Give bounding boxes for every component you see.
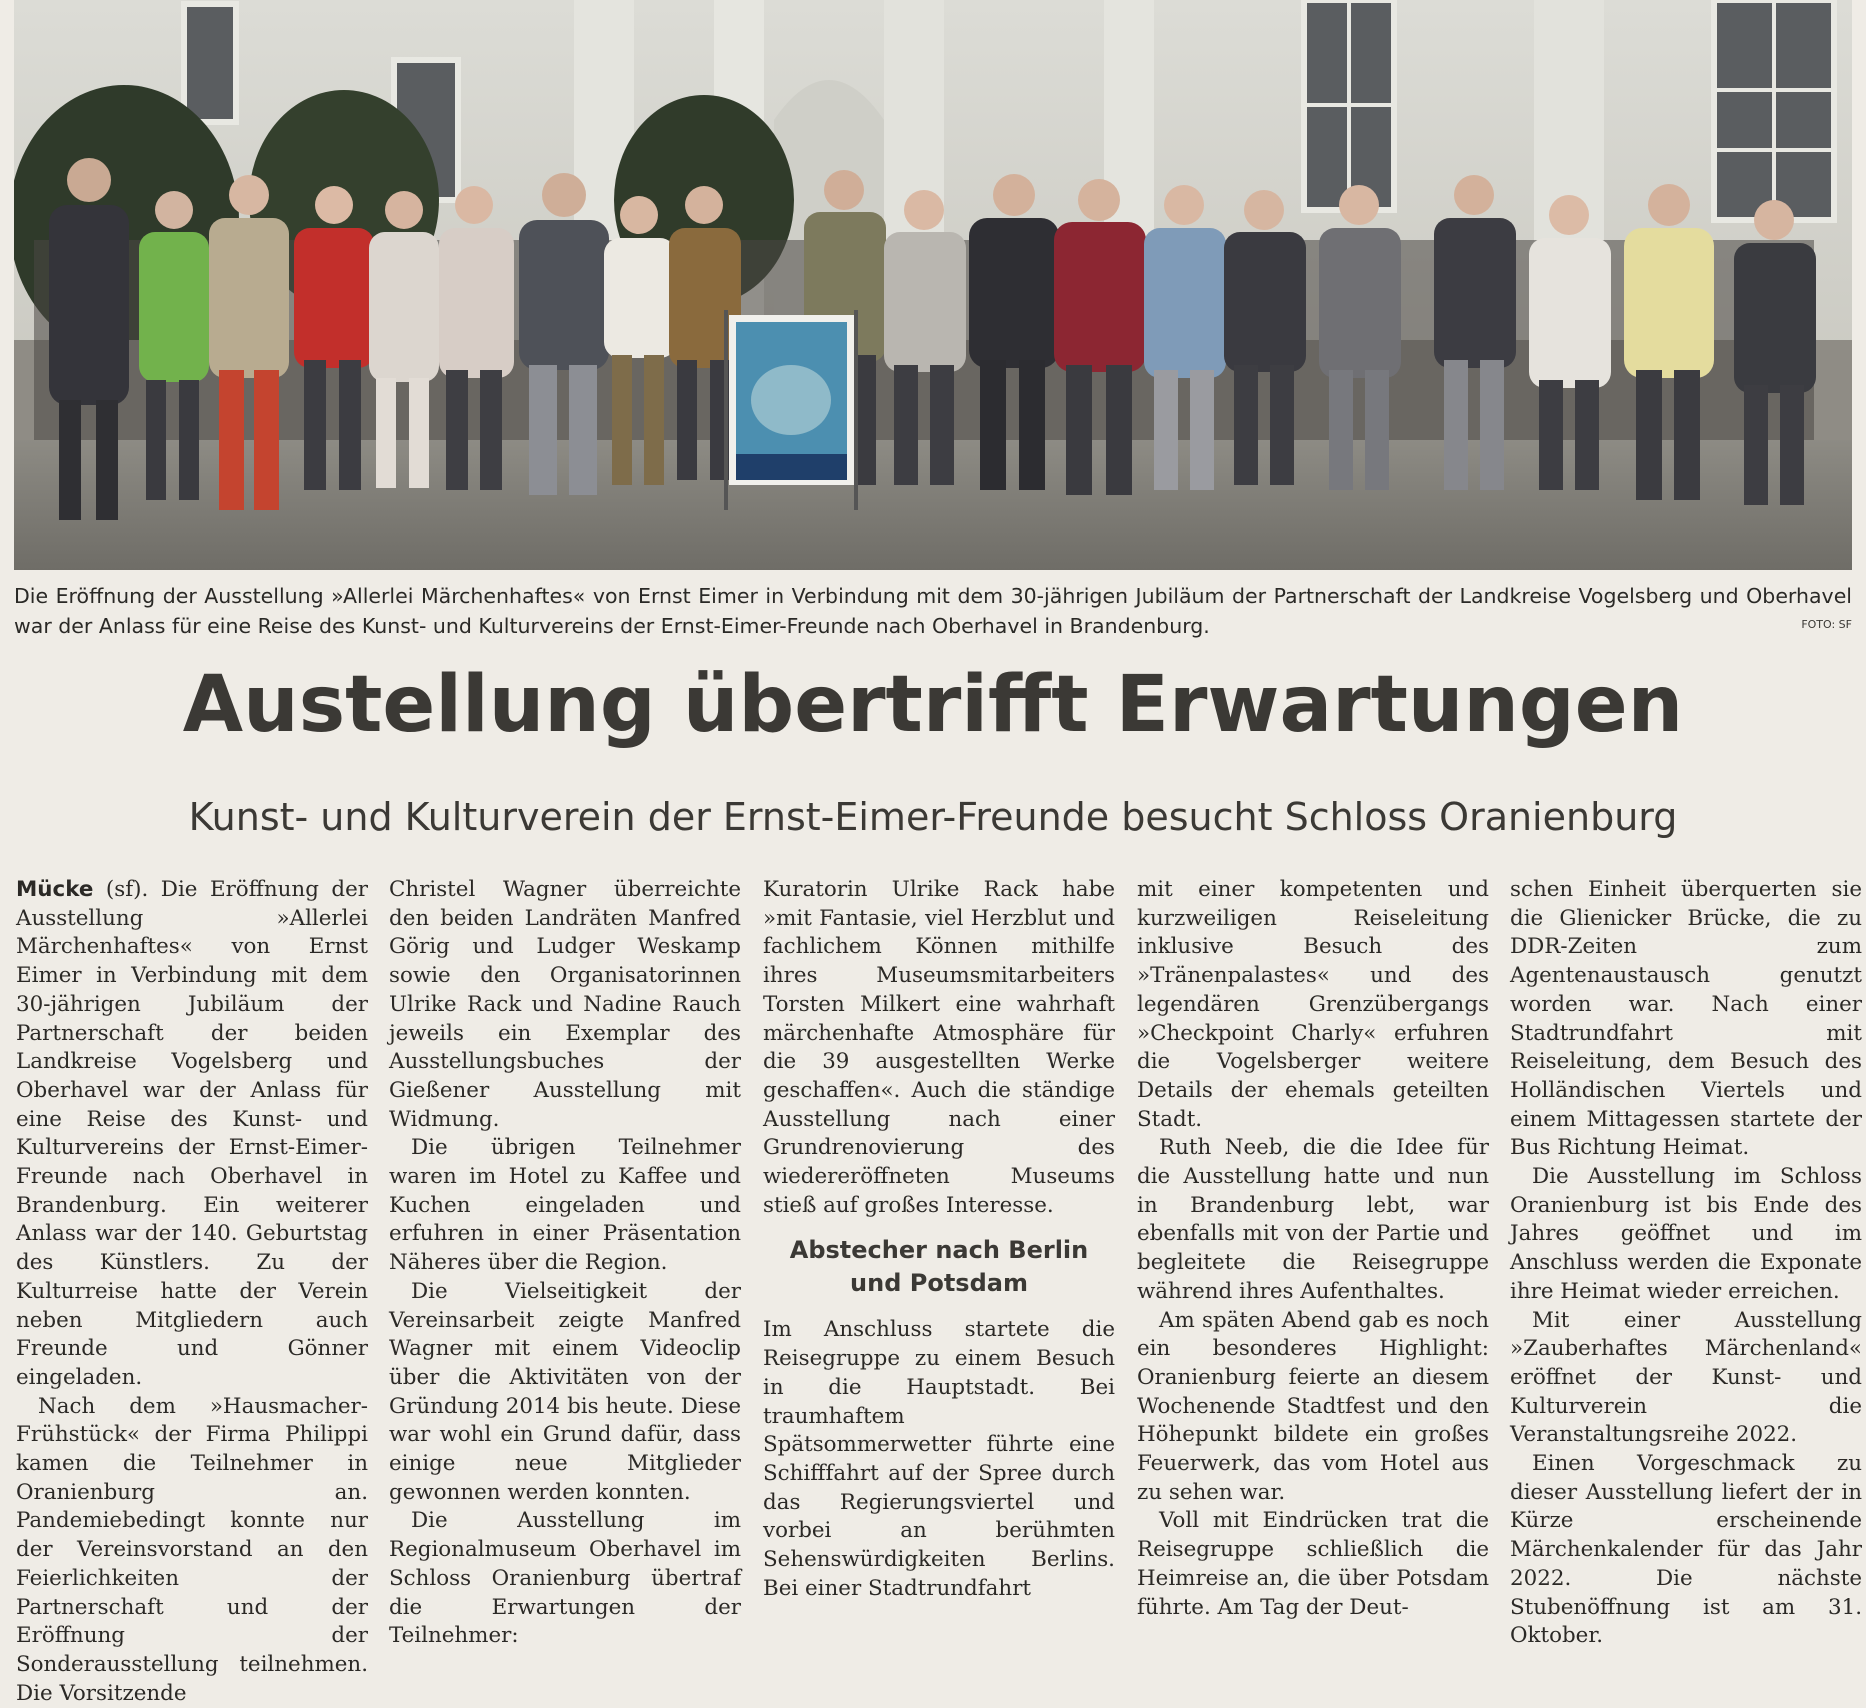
paragraph: Die Ausstellung im Schloss Oranienburg ist bis Ende des Jahres geöffnet und im Anschluss werden die Exponate ihre Heimat wieder erreichen. — [1510, 1164, 1862, 1304]
section-subheading: Abstecher nach Berlin und Potsdam — [789, 1236, 1089, 1298]
paragraph: Am späten Abend gab es noch ein besonderes Highlight: Oranienburg feierte an diesem Wochenende Stadtfest und den Höhepunkt bildete ein großes Feuerwerk, das vom Hotel aus zu sehen war. — [1137, 1307, 1489, 1505]
paragraph: Ruth Neeb, die die Idee für die Ausstellung hatte und nun in Brandenburg lebt, war ebenfalls mit von der Partie und begleitete die Reisegruppe während ihres Aufenthaltes. — [1137, 1135, 1489, 1304]
article-column-3 — [763, 876, 1115, 1603]
paragraph: Die Ausstellung im Regionalmuseum Oberhavel im Schloss Oranienburg übertraf die Erwartungen der Teilnehmer: — [389, 1508, 741, 1649]
paragraph-text: (sf). Die Eröffnung der Ausstellung »Allerlei Märchenhaftes« von Ernst Eimer in Verbindung mit dem 30-jährigen Jubiläum der Partnerschaft der beiden Landkreise Vogelsberg und Oberhavel war der Anlass für eine Reise des Kunst- und Kulturvereins der Ernst-Eimer-Freunde nach Oberhavel in Brandenburg. Ein weiterer Anlass war der 140. Geburtstag des Künstlers. Zu der Kulturreise hatte der Verein neben Mitgliedern auch Freunde und Gönner eingeladen. — [16, 877, 368, 1390]
group-photo — [14, 0, 1852, 570]
article-column-1 — [16, 876, 368, 1708]
dateline: Mücke — [16, 877, 94, 902]
paragraph: Im Anschluss startete die Reisegruppe zu einem Besuch in die Hauptstadt. Bei traumhaftem Spätsommerwetter führte eine Schifffahrt auf der Spree durch das Regierungsviertel und vorbei an berühmten Sehenswürdigkeiten Berlins. Bei einer Stadtrundfahrt — [763, 1317, 1115, 1601]
paragraph: Einen Vorgeschmack zu dieser Ausstellung liefert der in Kürze erscheinende Märchenkalender für das Jahr 2022. Die nächste Stubenöffnung ist am 31. Oktober. — [1510, 1451, 1862, 1649]
paragraph: Nach dem »Hausmacher-Frühstück« der Firma Philippi kamen die Teilnehmer in Oranienburg an. Pandemiebedingt konnte nur der Vereinsvorstand an den Feierlichkeiten der Partnerschaft und der Eröffnung der Sonderausstellung teilnehmen. Die Vorsitzende — [16, 1393, 368, 1706]
paragraph: Kuratorin Ulrike Rack habe »mit Fantasie, viel Herzblut und fachlichem Können mithilfe ihres Museumsmitarbeiters Torsten Milkert eine wahrhaft märchenhafte Atmosphäre für die 39 ausgestellten Werke geschaffen«. Auch die ständige Ausstellung nach einer Grundrenovierung des wiedereröffneten Museums stieß auf großes Interesse. — [763, 877, 1115, 1218]
photo-caption: Die Eröffnung der Ausstellung »Allerlei Märchenhaftes« von Ernst Eimer in Verbindung mit dem 30-jährigen Jubiläum der Partnerschaft der Landkreise Vogelsberg und Oberhavel war der Anlass für eine Reise des Kunst- und Kulturvereins der Ernst-Eimer-Freunde nach Oberhavel in Brandenburg. — [14, 584, 1852, 638]
article-column-2 — [389, 876, 741, 1651]
subheadline: Kunst- und Kulturverein der Ernst-Eimer-Freunde besucht Schloss Oranienburg — [188, 795, 1678, 839]
group-photo-image — [14, 0, 1852, 570]
paragraph — [16, 876, 368, 1393]
article-column-4 — [1137, 876, 1489, 1622]
paragraph: Die Vielseitigkeit der Vereinsarbeit zeigte Manfred Wagner mit einem Videoclip über die Aktivitäten von der Gründung 2014 bis heute. Diese war wohl ein Grund dafür, dass einige neue Mitglieder gewonnen werden konnten. — [389, 1278, 741, 1505]
photo-credit: FOTO: SF — [1801, 618, 1852, 631]
headline: Austellung übertrifft Erwartungen — [182, 660, 1684, 750]
paragraph: Mit einer Ausstellung »Zauberhaftes Märchenland« eröffnet der Kunst- und Kulturverein die Veranstaltungsreihe 2022. — [1510, 1307, 1862, 1448]
paragraph: Die übrigen Teilnehmer waren im Hotel zu Kaffee und Kuchen eingeladen und erfuhren in einer Präsentation Näheres über die Region. — [389, 1135, 741, 1276]
paragraph: schen Einheit überquerten sie die Glienicker Brücke, die zu DDR-Zeiten zum Agentenaustausch genutzt worden war. Nach einer Stadtrundfahrt mit Reiseleitung, dem Besuch des Holländischen Viertels und einem Mittagessen startete der Bus Richtung Heimat. — [1510, 877, 1862, 1161]
paragraph: mit einer kompetenten und kurzweiligen Reiseleitung inklusive Besuch des »Tränenpalastes« und des legendären Grenzübergangs »Checkpoint Charly« erfuhren die Vogelsberger weitere Details der ehemals geteilten Stadt. — [1137, 877, 1489, 1132]
exhibition-poster — [724, 310, 858, 510]
paragraph: Voll mit Eindrücken trat die Reisegruppe schließlich die Heimreise an, die über Potsdam führte. Am Tag der Deut- — [1137, 1508, 1489, 1620]
paragraph: Christel Wagner überreichte den beiden Landräten Manfred Görig und Ludger Weskamp sowie den Organisatorinnen Ulrike Rack und Nadine Rauch jeweils ein Exemplar des Ausstellungsbuches der Gießener Ausstellung mit Widmung. — [389, 877, 741, 1132]
article-column-5 — [1510, 876, 1862, 1651]
